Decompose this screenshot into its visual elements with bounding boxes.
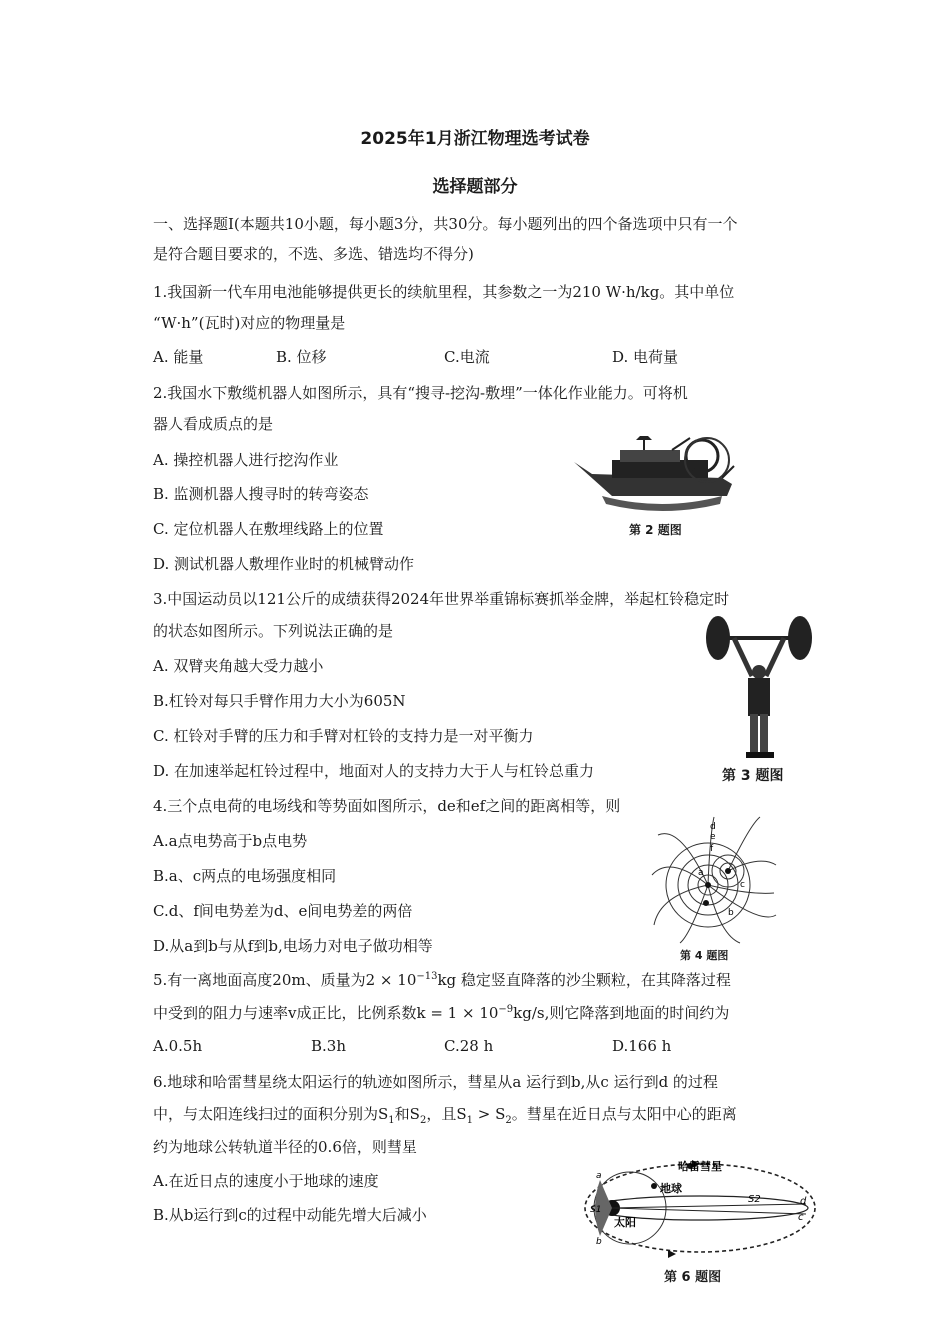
q2-option-b: B. 监测机器人搜寻时的转弯姿态	[153, 485, 369, 503]
q4-option-c: C.d、f间电势差为d、e间电势差的两倍	[153, 902, 413, 920]
q1-stem-line-1: 1.我国新一代车用电池能够提供更长的续航里程，其参数之一为210 W·h/kg。其中单位	[153, 283, 735, 301]
label-orbit-a: a	[596, 1171, 602, 1181]
q3-option-a: A. 双臂夹角越大受力越小	[153, 657, 324, 675]
q1-option-a: A. 能量	[153, 348, 204, 366]
q3-option-b: B.杠铃对每只手臂作用力大小为605N	[153, 692, 406, 710]
q6-stem-line-3: 约为地球公转轨道半径的0.6倍，则彗星	[153, 1138, 417, 1156]
label-orbit-b: b	[596, 1237, 602, 1247]
electric-field-figure	[650, 815, 780, 945]
q5-stem-line-1: 5.有一离地面高度20m、质量为$2 \times 10^{-13}kg$ 稳定竖直降落的沙尘颗粒，在其降落过程	[153, 971, 731, 989]
q6-figure-caption: 第 6 题图	[664, 1270, 722, 1285]
section-title: 选择题部分	[432, 177, 518, 197]
intro-line-1: 一、选择题I(本题共10小题，每小题3分，共30分。每小题列出的四个备选项中只有一个	[153, 215, 738, 233]
label-d: d	[710, 822, 716, 832]
q5-option-d: D.166 h	[612, 1037, 672, 1055]
label-f: f	[710, 844, 714, 854]
q2-figure-caption: 第 2 题图	[629, 523, 682, 537]
q6-option-a: A.在近日点的速度小于地球的速度	[153, 1172, 379, 1190]
q5-option-b: B.3h	[311, 1037, 346, 1055]
comet-orbit-figure	[580, 1158, 820, 1258]
robot-figure	[572, 434, 742, 518]
q4-stem-line-1: 4.三个点电荷的电场线和等势面如图所示，de和ef之间的距离相等，则	[153, 797, 621, 815]
label-b: b	[728, 908, 734, 918]
q2-option-d: D. 测试机器人敷埋作业时的机械臂动作	[153, 555, 415, 573]
label-c: c	[740, 880, 745, 890]
q4-option-a: A.a点电势高于b点电势	[153, 832, 308, 850]
page-title: 2025年1月浙江物理选考试卷	[360, 129, 590, 149]
q6-stem-line-1: 6.地球和哈雷彗星绕太阳运行的轨迹如图所示，彗星从a 运行到b,从c 运行到d 的过程	[153, 1073, 718, 1091]
label-orbit-d: d	[800, 1196, 807, 1207]
label-comet: 哈雷彗星	[678, 1160, 722, 1173]
label-earth: 地球	[660, 1182, 682, 1195]
q3-stem-line-1: 3.中国运动员以121公斤的成绩获得2024年世界举重锦标赛抓举金牌，举起杠铃稳定时	[153, 590, 730, 608]
q1-option-d: D. 电荷量	[612, 348, 679, 366]
intro-line-2: 是符合题目要求的，不选、多选、错选均不得分)	[153, 245, 474, 263]
q3-figure-caption: 第 3 题图	[722, 768, 784, 784]
q2-stem-line-1: 2.我国水下敷缆机器人如图所示，具有“搜寻-挖沟-敷埋”一体化作业能力。可将机	[153, 384, 688, 402]
q2-option-c: C. 定位机器人在敷埋线路上的位置	[153, 520, 384, 538]
q1-stem-line-2: “W·h”(瓦时)对应的物理量是	[153, 314, 346, 332]
weightlifter-figure	[704, 614, 814, 764]
label-s2: S2	[748, 1194, 761, 1205]
q5-option-a: A.0.5h	[153, 1037, 203, 1055]
q4-option-d: D.从a到b与从f到b,电场力对电子做功相等	[153, 937, 433, 955]
q3-option-c: C. 杠铃对手臂的压力和手臂对杠铃的支持力是一对平衡力	[153, 727, 534, 745]
label-a: a	[698, 868, 704, 878]
q5-option-c: C.28 h	[444, 1037, 494, 1055]
q3-option-d: D. 在加速举起杠铃过程中，地面对人的支持力大于人与杠铃总重力	[153, 762, 595, 780]
label-orbit-c: c	[798, 1212, 804, 1223]
q4-figure-caption: 第 4 题图	[680, 949, 729, 962]
q3-stem-line-2: 的状态如图所示。下列说法正确的是	[153, 622, 394, 640]
q1-option-b: B. 位移	[276, 348, 327, 366]
q1-option-c: C.电流	[444, 348, 490, 366]
label-sun: 太阳	[614, 1216, 636, 1229]
q5-stem-line-2: 中受到的阻力与速率v成正比，比例系数$k = 1 \times 10^{-9}kg/s$,则它降落到地面的时间约为	[153, 1004, 730, 1022]
label-e: e	[710, 832, 716, 842]
q6-option-b: B.从b运行到c的过程中动能先增大后减小	[153, 1206, 427, 1224]
q2-option-a: A. 操控机器人进行挖沟作业	[153, 451, 339, 469]
q6-stem-line-2: 中，与太阳连线扫过的面积分别为$S_1$和$S_2$，且$S_1 > S_2$。彗星在近日点与太阳中心的距离	[153, 1105, 737, 1126]
q2-stem-line-2: 器人看成质点的是	[153, 415, 274, 433]
label-s1: S1	[590, 1205, 602, 1215]
q4-option-b: B.a、c两点的电场强度相同	[153, 867, 337, 885]
